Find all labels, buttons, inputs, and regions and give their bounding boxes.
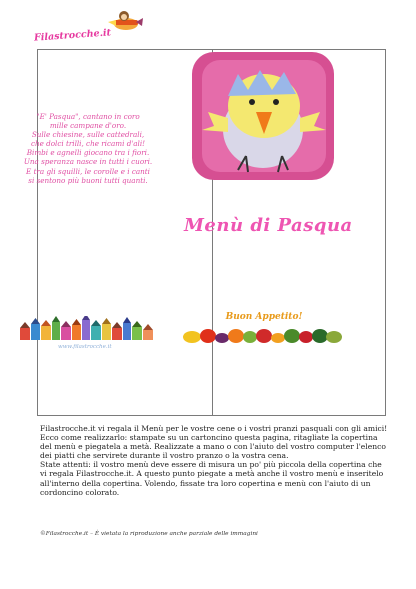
instructions-paragraph: State attenti: il vostro menù deve essere di misura un po' più piccola della copertina che vi regala Filastrocche.it. A questo punto piegate a metà anche il vostro menù e inseritelo all'interno della copertina. Volendo, fissate tra loro copertina e menù con l'aiuto di un cordoncino colorato. (40, 460, 384, 497)
filastrocche-logo (34, 8, 144, 48)
poem-line: "E' Pasqua", cantano in coro (36, 112, 140, 121)
poem-line: Una speranza nasce in tutti i cuori. (23, 157, 153, 167)
fruits-vegetables-illustration (182, 322, 344, 346)
poem-line: Bimbi e agnelli giocano tra i fiori. (26, 148, 150, 158)
flying-character-icon (106, 8, 144, 34)
poem-line: si sentono più buoni tutti quanti. (28, 175, 148, 185)
instructions-text (40, 424, 390, 497)
menu-title: Menù di Pasqua (184, 215, 353, 236)
poem-line: mille campane d'oro. (49, 121, 127, 131)
site-url: www.filastrocche.it (58, 344, 112, 350)
buon-appetito-text: Buon Appetito! (225, 312, 303, 322)
instructions-paragraph: Filastrocche.it vi regala il Menù per le vostre cene o i vostri pranzi pasquali con gli amici! (40, 424, 388, 433)
easter-chick-painting (188, 46, 338, 186)
instructions-paragraph: Ecco come realizzarlo: stampate su un cartoncino questa pagina, ritagliate la copertina del menù e piegatela a metà. Realizzate a mano o con l'aiuto del vostro computer l'elenco dei piatti che servirete durante il vostro pranzo o la vostra cena. (40, 433, 386, 461)
village-houses-illustration (20, 316, 155, 342)
easter-poem (8, 112, 168, 185)
poem-line: che dolci trilli, che ricami d'ali! (30, 139, 146, 149)
poem-line: Sulle chiesine, sulle cattedrali, (31, 130, 145, 140)
logo-text: Filastrocche.it (33, 27, 112, 44)
copyright-notice: ©Filastrocche.it – È vietata la riproduzione anche parziale delle immagini (40, 531, 258, 537)
poem-line: E tra gli squilli, le corolle e i canti (26, 166, 150, 176)
